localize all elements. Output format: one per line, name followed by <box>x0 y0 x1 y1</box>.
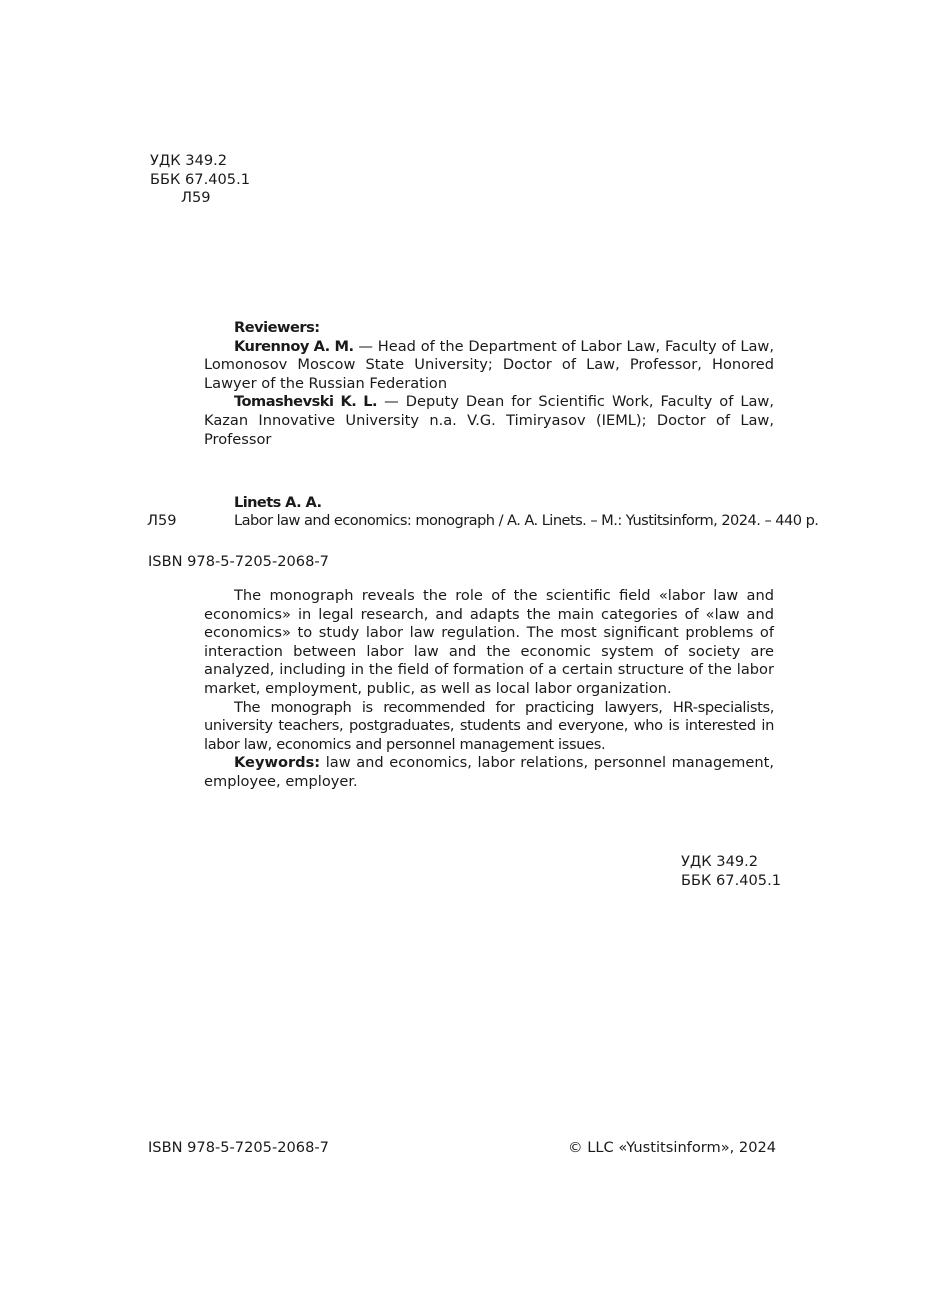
keywords-paragraph <box>204 754 774 791</box>
keywords-list: law and economics, labor relations, personnel management, employee, employer. <box>204 754 774 790</box>
reviewer-description: — Deputy Dean for Scientific Work, Faculty of Law, Kazan Innovative University n.a. V.G. Timiryasov (IEML); Doctor of Law, Professor <box>204 393 774 448</box>
abstract-section <box>204 587 774 792</box>
isbn-number: ISBN 978-5-7205-2068-7 <box>148 553 329 570</box>
book-author: Linets A. A. <box>234 494 322 511</box>
abstract-paragraph: The monograph is recommended for practicing lawyers, HR-specialists, university teachers, postgraduates, students and everyone, who is interested in labor law, economics and personnel management issues. <box>204 698 774 753</box>
author-sign: Л59 <box>181 189 211 207</box>
author-sign-code: Л59 <box>147 512 177 529</box>
reviewers-heading: Reviewers: <box>234 319 320 336</box>
reviewer-entry <box>204 393 774 449</box>
bibliographic-entry: Labor law and economics: monograph / A. A. Linets. – M.: Yustitsinform, 2024. – 440 p. <box>234 512 819 529</box>
copyright-notice: © LLC «Yustitsinform», 2024 <box>568 1139 777 1156</box>
classification-codes-bottom <box>681 853 781 890</box>
keywords-label: Keywords: <box>234 754 321 772</box>
udk-code: УДК 349.2 <box>681 853 759 870</box>
abstract-paragraph: The monograph reveals the role of the scientific field «labor law and economics» in legal research, and adapts the main categories of «law and economics» to study labor law regulation. The most significant problems of interaction between labor law and the economic system of society are analyzed, including in the field of formation of a certain structure of the labor market, employment, public, as well as local labor organization. <box>204 587 774 697</box>
reviewer-entry <box>204 338 774 394</box>
udk-code: УДК 349.2 <box>150 152 228 169</box>
classification-codes-top <box>150 152 250 208</box>
footer-isbn: ISBN 978-5-7205-2068-7 <box>148 1139 329 1156</box>
bbk-code: ББК 67.405.1 <box>150 170 251 188</box>
reviewer-description: — Head of the Department of Labor Law, Faculty of Law, Lomonosov Moscow State University; Doctor of Law, Professor, Honored Lawyer of the Russian Federation <box>204 337 774 392</box>
reviewer-name: Tomashevski K. L. <box>234 393 378 411</box>
reviewer-name: Kurennoy A. M. <box>234 337 354 355</box>
bbk-code: ББК 67.405.1 <box>681 871 782 889</box>
reviewers-section <box>204 319 774 449</box>
